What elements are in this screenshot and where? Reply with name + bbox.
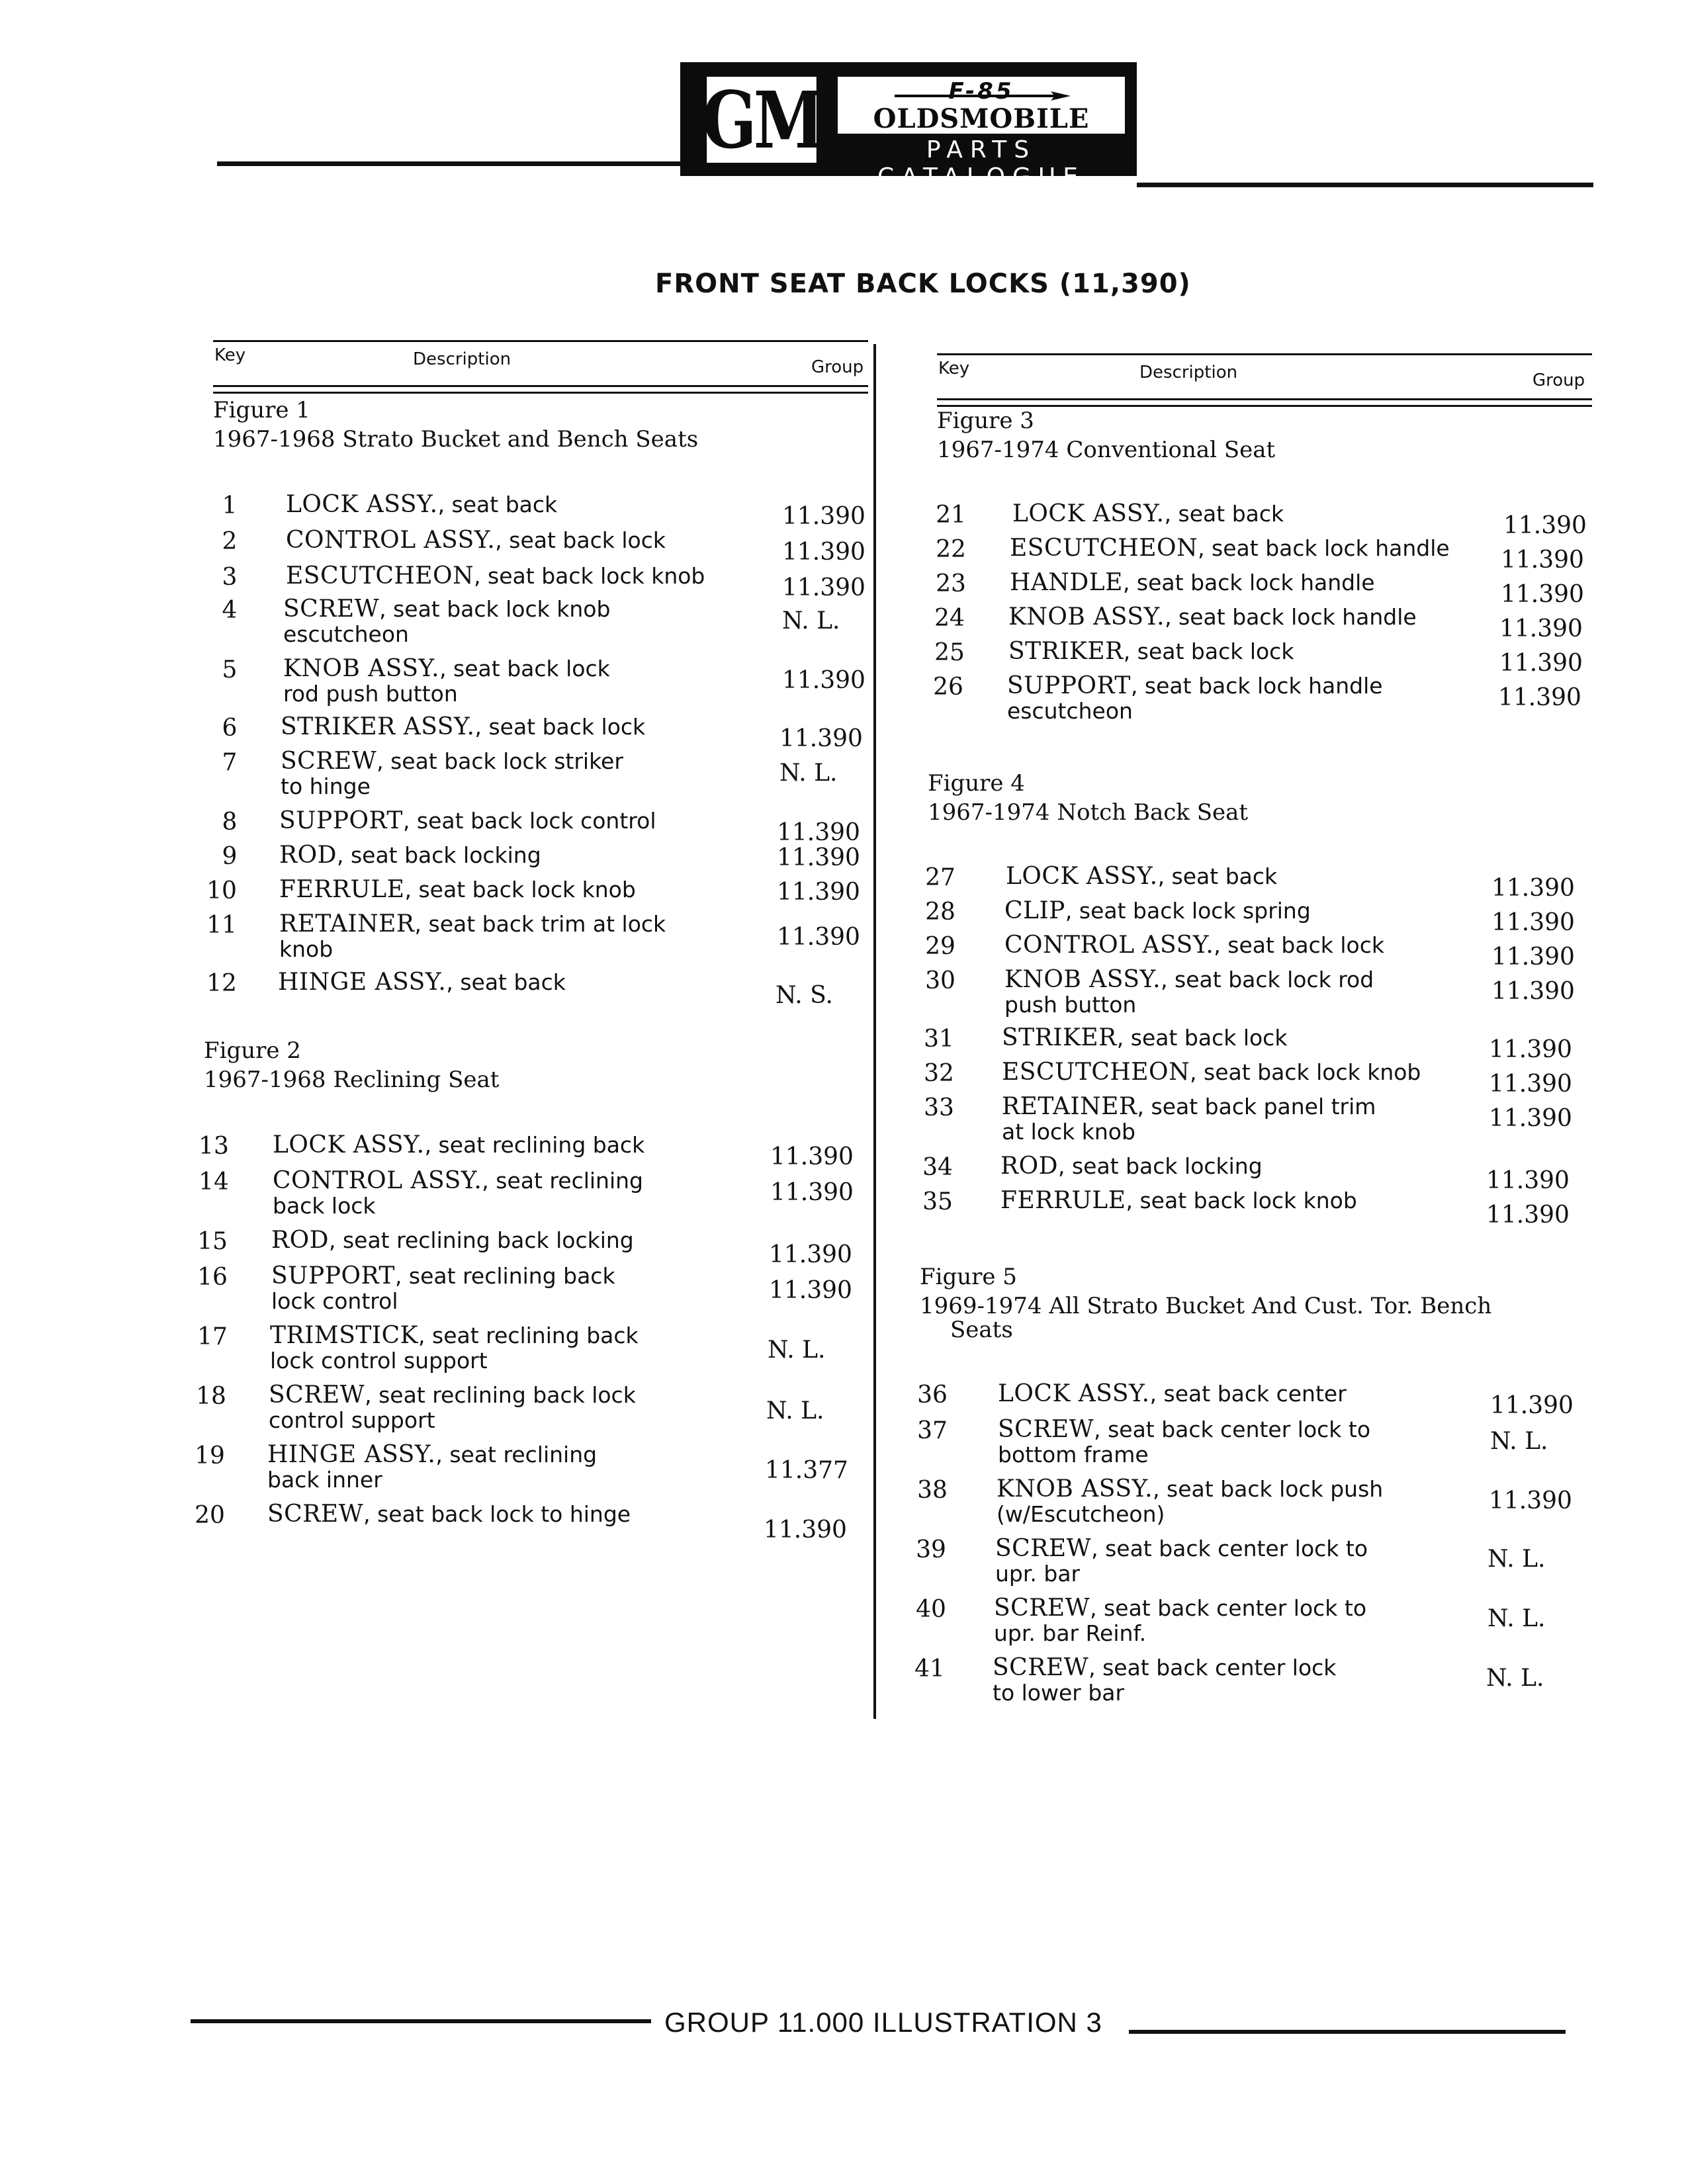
gm-oldsmobile-logo	[680, 62, 1137, 191]
part-description: SCREW, seat back lock striker to hinge	[281, 748, 623, 799]
part-description: SUPPORT, seat reclining back lock control	[271, 1262, 615, 1314]
logo-model: F-85	[948, 78, 1014, 105]
key-number: 6	[222, 715, 238, 742]
part-description: CLIP, seat back lock spring	[1004, 897, 1311, 924]
part-description: SCREW, seat back center lock to lower bar	[993, 1654, 1337, 1706]
logo-right-panel	[838, 77, 1125, 191]
figure-3-caption	[937, 406, 1275, 464]
part-description: ESCUTCHEON, seat back lock knob	[1002, 1059, 1421, 1086]
column-divider	[873, 344, 876, 1719]
part-description: ROD, seat back locking	[279, 842, 541, 869]
part-description: SCREW, seat back lock to hinge	[267, 1501, 631, 1528]
part-description: KNOB ASSY., seat back lock push (w/Escutcheon)	[997, 1475, 1384, 1527]
part-description: SCREW, seat reclining back lock control support	[269, 1381, 636, 1433]
group-number: 11.390	[1501, 546, 1584, 574]
key-number: 26	[933, 674, 963, 701]
part-description: HINGE ASSY., seat back	[278, 969, 566, 996]
key-number: 4	[222, 597, 238, 624]
part-description: CONTROL ASSY., seat back lock	[286, 527, 666, 554]
part-description: LOCK ASSY., seat reclining back	[273, 1131, 645, 1158]
right-col-group-header: Group	[1532, 371, 1585, 390]
group-number: 11.390	[1490, 1392, 1574, 1419]
group-number: 11.390	[1499, 615, 1583, 642]
key-number: 30	[925, 967, 955, 994]
part-description: SCREW, seat back lock knob escutcheon	[283, 595, 611, 647]
group-number: 11.390	[1486, 1201, 1570, 1229]
group-number: 11.390	[769, 1277, 852, 1304]
group-number: 11.390	[779, 725, 863, 752]
logo-subtitle: PARTS CATALOGUE	[877, 136, 1085, 191]
left-header-rule-1	[213, 385, 868, 387]
part-description: CONTROL ASSY., seat reclining back lock	[273, 1167, 643, 1219]
figure-title: 1967-1968 Strato Bucket and Bench Seats	[213, 426, 699, 453]
group-number: 11.390	[1501, 581, 1584, 608]
right-header-top-rule	[937, 353, 1592, 355]
figure-4-caption	[928, 769, 1248, 827]
header-rule-left	[217, 161, 680, 166]
left-header-top-rule	[213, 340, 868, 342]
part-description: SCREW, seat back center lock to upr. bar	[995, 1535, 1368, 1587]
part-description: LOCK ASSY., seat back	[286, 491, 558, 518]
figure-1-caption	[213, 396, 698, 454]
group-number: N. L.	[768, 1336, 826, 1364]
key-number: 33	[924, 1094, 954, 1121]
group-number: N. L.	[1487, 1546, 1546, 1573]
left-col-group-header: Group	[811, 357, 864, 377]
part-description: RETAINER, seat back panel trim at lock knob	[1002, 1093, 1376, 1145]
key-number: 13	[199, 1133, 229, 1160]
figure-2-caption	[204, 1036, 499, 1094]
key-number: 24	[934, 605, 965, 632]
key-number: 18	[196, 1383, 226, 1410]
key-number: 36	[917, 1381, 948, 1409]
key-number: 37	[917, 1417, 948, 1444]
key-number: 11	[206, 912, 237, 939]
group-number: 11.390	[777, 819, 860, 846]
part-description: ESCUTCHEON, seat back lock knob	[286, 562, 705, 590]
left-col-key-header: Key	[214, 345, 246, 365]
key-number: 15	[197, 1228, 228, 1255]
part-description: KNOB ASSY., seat back lock rod push button	[1004, 966, 1374, 1018]
key-number: 16	[197, 1264, 228, 1291]
figure-label: Figure 1	[213, 397, 310, 423]
figure-label: Figure 3	[937, 408, 1034, 434]
group-number: 11.390	[1491, 943, 1575, 971]
part-description: FERRULE, seat back lock knob	[1000, 1187, 1357, 1214]
group-number: 11.390	[782, 574, 865, 601]
part-description: ROD, seat back locking	[1000, 1153, 1263, 1180]
key-number: 1	[222, 492, 238, 519]
part-description: LOCK ASSY., seat back	[1012, 500, 1284, 527]
part-description: SCREW, seat back center lock to bottom frame	[998, 1416, 1371, 1467]
key-number: 41	[914, 1655, 945, 1682]
key-number: 19	[195, 1442, 225, 1469]
part-description: LOCK ASSY., seat back center	[998, 1380, 1347, 1407]
key-number: 3	[222, 564, 238, 591]
part-description: STRIKER, seat back lock	[1008, 638, 1294, 665]
group-number: 11.390	[1503, 512, 1587, 539]
group-number: 11.390	[782, 503, 865, 530]
right-col-key-header: Key	[938, 359, 970, 378]
key-number: 25	[934, 639, 965, 666]
group-number: N. L.	[1490, 1428, 1548, 1455]
figure-label: Figure 2	[204, 1037, 301, 1064]
figure-title: 1967-1974 Conventional Seat	[937, 437, 1276, 463]
group-number: N. L.	[766, 1397, 824, 1424]
key-number: 40	[916, 1596, 946, 1623]
footer-rule-right	[1129, 2030, 1566, 2034]
group-number: 11.390	[1489, 1070, 1572, 1098]
key-number: 34	[922, 1154, 953, 1181]
group-number: 11.390	[777, 924, 860, 951]
key-number: 39	[916, 1536, 946, 1563]
figure-5-caption	[920, 1262, 1491, 1344]
group-number: 11.390	[1489, 1105, 1572, 1132]
key-number: 31	[924, 1026, 954, 1053]
part-description: FERRULE, seat back lock knob	[279, 876, 636, 903]
group-number: N. L.	[1487, 1605, 1546, 1632]
key-number: 14	[199, 1168, 229, 1196]
part-description: LOCK ASSY., seat back	[1006, 863, 1278, 890]
key-number: 32	[924, 1060, 954, 1087]
left-col-description-header: Description	[413, 349, 511, 369]
key-number: 10	[206, 877, 237, 904]
figure-title: 1969-1974 All Strato Bucket And Cust. Tor. Bench	[920, 1293, 1492, 1319]
key-number: 35	[922, 1188, 953, 1215]
group-number: 11.390	[1489, 1487, 1572, 1514]
figure-title-continued: Seats	[950, 1317, 1013, 1343]
group-number: N. L.	[779, 760, 838, 787]
part-description: SUPPORT, seat back lock handle escutcheon	[1007, 672, 1383, 724]
logo-brand: OLDSMOBILE	[873, 103, 1090, 134]
group-number: 11.390	[770, 1179, 854, 1206]
key-number: 23	[936, 570, 966, 597]
part-description: CONTROL ASSY., seat back lock	[1004, 932, 1384, 959]
group-number: 11.390	[782, 539, 865, 566]
figure-label: Figure 4	[928, 770, 1025, 797]
group-number: 11.390	[777, 879, 860, 906]
group-number: 11.390	[1489, 1036, 1572, 1063]
part-description: STRIKER, seat back lock	[1002, 1024, 1288, 1051]
key-number: 38	[917, 1477, 948, 1504]
part-description: TRIMSTICK, seat reclining back lock control support	[270, 1322, 639, 1374]
group-number: N. L.	[1486, 1665, 1544, 1692]
group-number: 11.390	[1491, 978, 1575, 1005]
logo-gm: GM	[702, 73, 821, 166]
part-description: STRIKER ASSY., seat back lock	[281, 713, 646, 740]
key-number: 17	[197, 1323, 228, 1350]
part-description: HANDLE, seat back lock handle	[1010, 569, 1375, 596]
part-description: SCREW, seat back center lock to upr. bar Reinf.	[994, 1594, 1367, 1646]
key-number: 27	[925, 864, 955, 891]
group-number: 11.390	[1491, 909, 1575, 936]
key-number: 5	[222, 656, 238, 683]
key-number: 20	[195, 1502, 225, 1529]
group-number: 11.390	[764, 1516, 847, 1544]
part-description: KNOB ASSY., seat back lock rod push button	[283, 655, 610, 707]
group-number: 11.390	[1498, 684, 1581, 711]
figure-label: Figure 5	[920, 1264, 1017, 1290]
part-description: KNOB ASSY., seat back lock handle	[1008, 603, 1417, 631]
key-number: 21	[936, 502, 966, 529]
group-number: 11.390	[770, 1143, 854, 1170]
key-number: 7	[222, 749, 238, 776]
key-number: 8	[222, 808, 238, 836]
part-description: SUPPORT, seat back lock control	[279, 807, 656, 834]
group-number: N. S.	[776, 982, 833, 1009]
right-col-description-header: Description	[1139, 363, 1238, 382]
part-description: RETAINER, seat back trim at lock knob	[279, 910, 666, 962]
part-description: ESCUTCHEON, seat back lock handle	[1010, 535, 1450, 562]
logo-arrow-icon	[895, 91, 1071, 101]
right-header-rule-1	[937, 398, 1592, 400]
key-number: 29	[925, 933, 955, 960]
group-number: N. L.	[782, 607, 840, 634]
page-title: FRONT SEAT BACK LOCKS (11,390)	[655, 269, 1191, 299]
left-header-rule-2	[213, 392, 868, 394]
key-number: 12	[206, 970, 237, 997]
group-number: 11.390	[1491, 875, 1575, 902]
group-number: 11.390	[782, 667, 865, 694]
part-description: ROD, seat reclining back locking	[271, 1227, 634, 1254]
footer-label: GROUP 11.000 ILLUSTRATION 3	[664, 2007, 1102, 2038]
figure-title: 1967-1974 Notch Back Seat	[928, 799, 1249, 826]
key-number: 28	[925, 898, 955, 926]
group-number: 11.390	[777, 844, 860, 871]
key-number: 22	[936, 536, 966, 563]
key-number: 9	[222, 843, 238, 870]
figure-title: 1967-1968 Reclining Seat	[204, 1067, 500, 1093]
group-number: 11.377	[765, 1457, 848, 1484]
part-description: HINGE ASSY., seat reclining back inner	[267, 1441, 598, 1493]
header-rule-right	[1137, 183, 1593, 187]
group-number: 11.390	[1499, 650, 1583, 677]
group-number: 11.390	[1486, 1167, 1570, 1194]
key-number: 2	[222, 528, 238, 555]
footer-rule-left	[191, 2019, 651, 2023]
group-number: 11.390	[769, 1241, 852, 1268]
